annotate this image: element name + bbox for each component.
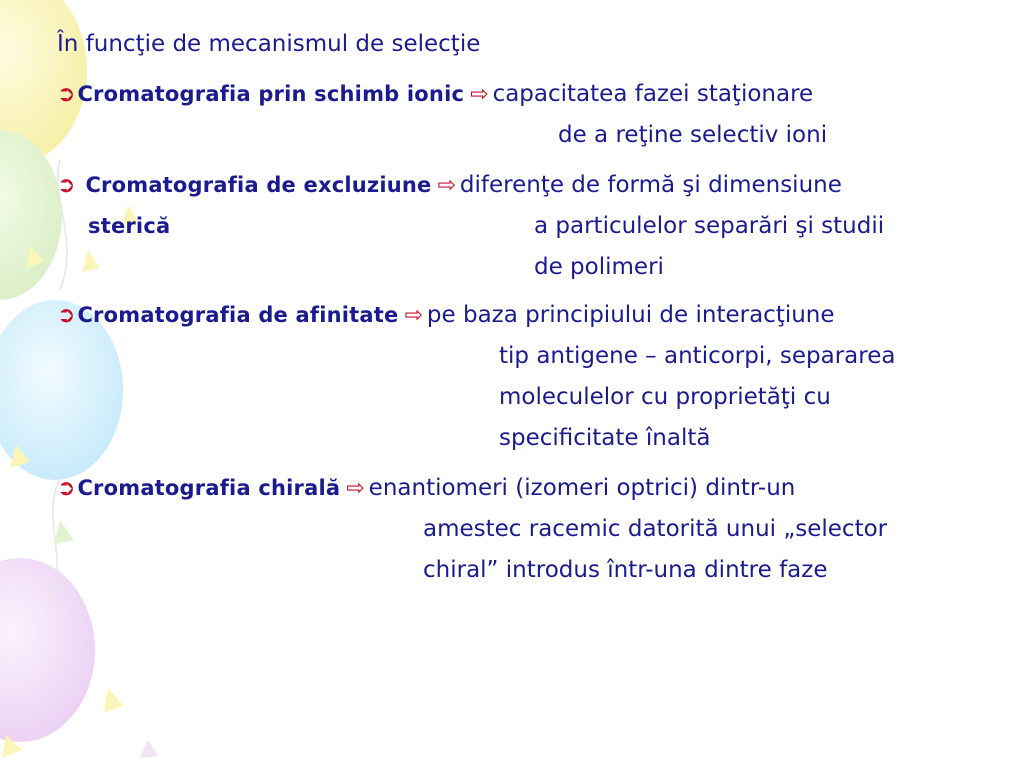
item-term: Cromatografia chirală: [77, 476, 341, 500]
item-desc: moleculelor cu proprietăţi cu: [499, 384, 831, 410]
right-arrow-icon: ⇨: [346, 476, 365, 501]
item-term: Cromatografia de excluziune: [85, 173, 432, 197]
item-term: Cromatografia de afinitate: [77, 303, 399, 327]
item-desc: diferenţe de formă şi dimensiune: [459, 172, 842, 198]
bullet-arrow-icon: ➲: [57, 303, 76, 328]
item-desc: specificitate înaltă: [499, 425, 711, 451]
intro-text: În funcţie de mecanismul de selecţie: [57, 31, 481, 57]
bullet-arrow-icon: ➲: [57, 82, 76, 107]
item-desc: capacitatea fazei staţionare: [492, 81, 814, 107]
list-item: [57, 474, 795, 503]
item-desc: enantiomeri (izomeri optrici) dintr-un: [368, 475, 796, 501]
item-term-continuation: sterică: [88, 214, 171, 238]
item-desc: pe baza principiului de interacţiune: [426, 302, 835, 328]
item-desc: amestec racemic datorită unui „selector: [423, 516, 888, 542]
right-arrow-icon: ⇨: [404, 303, 423, 328]
list-item: [57, 301, 835, 330]
list-item: [57, 171, 842, 200]
item-term: Cromatografia prin schimb ionic: [77, 82, 465, 106]
bullet-arrow-icon: ➲: [57, 476, 76, 501]
item-desc: tip antigene – anticorpi, separarea: [499, 343, 896, 369]
right-arrow-icon: ⇨: [470, 82, 489, 107]
bullet-arrow-icon: ➲: [57, 173, 76, 198]
item-desc: chiral” introdus într-una dintre faze: [423, 557, 828, 583]
item-desc: de polimeri: [534, 254, 664, 280]
right-arrow-icon: ⇨: [437, 173, 456, 198]
item-desc: de a reţine selectiv ioni: [558, 122, 828, 148]
item-desc: a particulelor separări şi studii: [534, 213, 885, 239]
list-item: [57, 80, 813, 109]
